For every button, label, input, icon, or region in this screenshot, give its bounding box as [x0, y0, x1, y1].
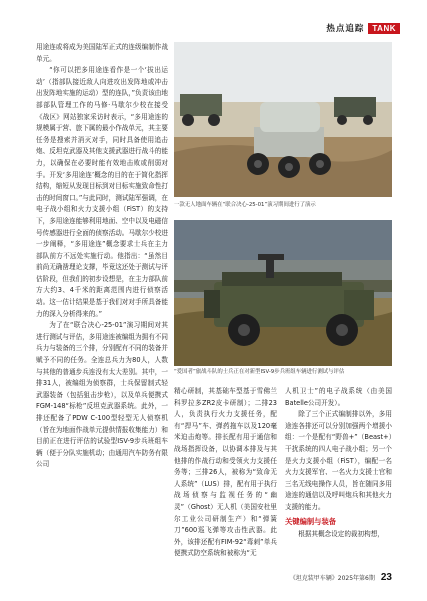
- right-paragraph: 根据其概念设定的裁初构想，: [298, 530, 384, 539]
- left-paragraph: 用途连或将成为美国陆军正式的连级编制作战单元。: [36, 43, 168, 63]
- tank-badge: TANK: [368, 23, 400, 34]
- section-heading: 关键编制与装备: [285, 516, 337, 526]
- left-column: [36, 42, 168, 471]
- left-paragraph: 为了在“联合决心-25-01”演习期间对其进行测试与评估，多用途连被编组为拥有不同兵力与装备的三个排，分别配有不同的装备并赋予不同的任务。全连总兵力为80人，人数与其他的普通步兵连没有太大差别。其中，一排31人，被编组为侦察群，士兵保留制式轻武器装备（包括狙击步枪），以及单兵便携式FGM-148“标枪”反坦克武器系统。此外，一排还配备了PDW C-100型轻型无人侦察机（旨在为地面作战单元提供情报收集能力）和目前正在进行评估的试验型ISV-9步兵班组车辆（便于分队实施机动；由通用汽车防务有限公司: [36, 321, 168, 469]
- mid-paragraph: 精心研制，其基础车型基于雪佛兰科罗拉多ZR2皮卡研制）；二排23人，负责执行火力支援任务，配有“捍马”车、弹药拖车以及120毫米迫击炮等。排长配有用于通信和战场指挥设备，以协调本排及与其他排的作战行动和受领火力支援任务等；三排26人，被称为“致命无人系统”（LUS）排，配有用于执行战场侦察与监视任务的“幽灵”（Ghost）无人机（美国安杜里尔工业公司研制生产）和“弹簧刀”600巡飞弹等攻击性武器。此外，该排还配有FIM-92“毒刺”单兵便携式防空系统和被称为“无: [174, 387, 277, 558]
- photo1-caption: 一款无人地面车辆在“联合决心-25-01”演习期间进行了演示: [174, 202, 316, 208]
- ugv-demo-photo: [174, 42, 392, 197]
- right-paragraph: 除了三个正式编制排以外，多用途连各排还可以分别加强两个增援小组：一个是配有“野兽+”（Beast+）干扰系统的四人电子战小组；另一个是火力支援小组（FiST），编配一名火力支援军官、一名火力支援士官和三名无线电操作人员，旨在随同多用途连的通信以及呼叫炮兵和其他火力支援的能力。: [285, 410, 392, 511]
- page-number: 23: [380, 572, 392, 583]
- right-column: [285, 386, 392, 541]
- ugv-demo-image: [174, 42, 392, 197]
- page-header: [326, 22, 400, 34]
- isv-test-image: [174, 220, 392, 366]
- left-paragraph: “你可以把多用途连看作是一个‘拔出运动’（指部队接近敌人向进攻出发阵地或冲击出发阵地实施的运动）型的连队，”负责该由地部部队管理工作的马修·马歇尔少校在接受《战区》网站独家采访时表示，“多用途连的规模属于营、旅下属的最小作战单元，其主要任务是搜索并消灭对手，同时具备使用追击炮、反坦克武器及其他支援武器进行战斗的能力，以确保在必要时能有效地击败或削弱对手。开发‘多用途连’概念的目的在于简化指挥结构，缩短从发现目标到对目标实施致命性打击的时间窗口。”与此同时，测试陆军强调，在电子战小组和火力支援小组（FiST）的支持下，多用途连能够利用地面、空中以及电磁信号传感器进行全面的侦察活动。马歇尔少校进一步阐释，“多用途连”概念要求士兵在主力部队前方不远处实施行动。他指出：“虽然目前尚无确凿理论支撑，毕竟这还处于测试与评估阶段，但我们的初步设想是，在主力部队前方大约3、4千米的距离范围内进行侦察活动。这一估计结果是基于我们对对手所具备能力的深入分析得来的。”: [36, 66, 168, 318]
- photo2-caption: “爱国者”旅战斗队的士兵正在对新型ISV-9步兵班组车辆进行测试与评估: [174, 369, 345, 375]
- section-label: 热点追踪: [326, 24, 365, 34]
- right-paragraph: 人机卫士”的电子战系统（由美国Batelle公司开发）。: [285, 387, 392, 407]
- journal-name: 《坦克装甲车辆》2025年第6期: [289, 575, 375, 582]
- isv-test-photo: [174, 220, 392, 366]
- middle-column: [174, 386, 277, 560]
- page-footer: [290, 572, 392, 583]
